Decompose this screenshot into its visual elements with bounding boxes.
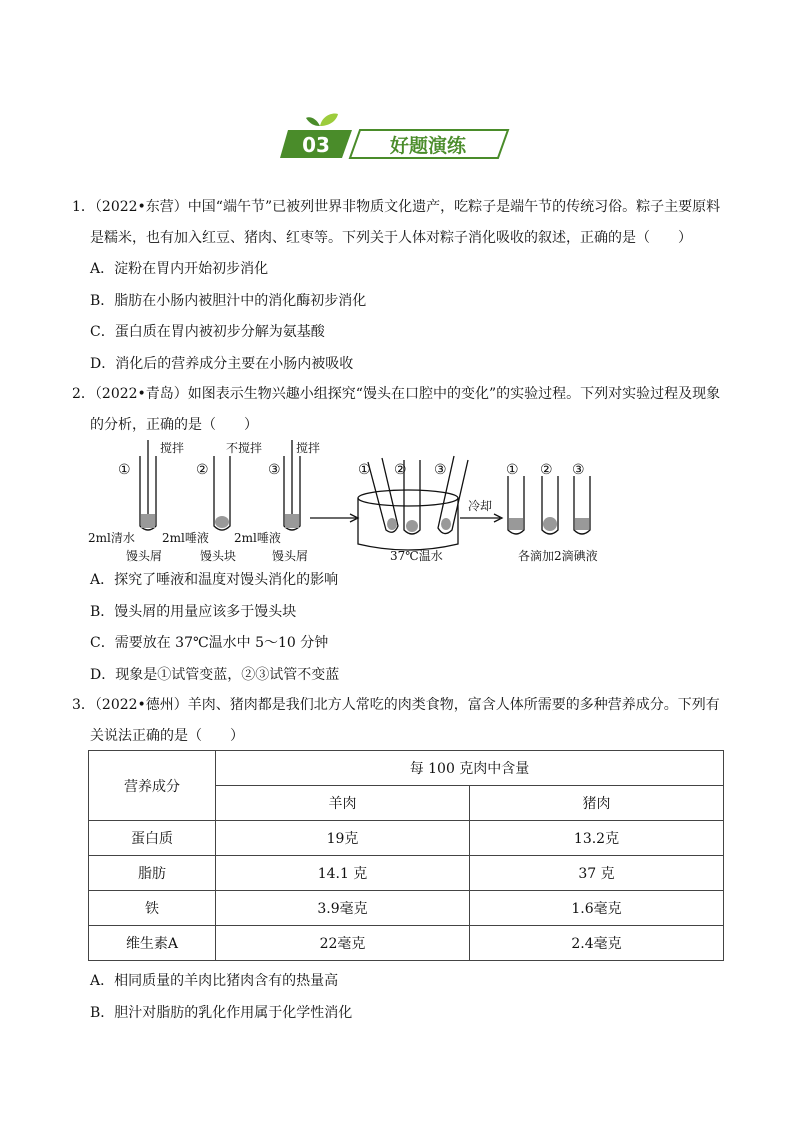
final-tube-3-content <box>575 518 589 530</box>
question-3 <box>70 690 730 752</box>
table-cell: 蛋白质 <box>89 821 216 856</box>
header-mutton: 羊肉 <box>216 786 470 821</box>
stir-label-1: 搅拌 <box>160 441 185 455</box>
tube-3-number: ③ <box>268 462 281 478</box>
table-row <box>89 856 724 891</box>
header-pork: 猪肉 <box>470 786 724 821</box>
bath-tube-2-number: ② <box>394 462 407 478</box>
question-1-stem: 1．（2022•东营）中国“端午节”已被列世界非物质文化遗产，吃粽子是端午节的传统习俗。粽子主要原料是糯米，也有加入红豆、猪肉、红枣等。下列关于人体对粽子消化吸收的叙述，正确的是（ ） <box>72 199 721 246</box>
question-3-options <box>70 966 730 1029</box>
q1-option-c: C．蛋白质在胃内被初步分解为氨基酸 <box>90 324 325 340</box>
saliva-label-1: 2ml唾液 <box>162 531 209 545</box>
table-cell: 3.9毫克 <box>216 891 470 926</box>
q2-option-c: C．需要放在 37℃温水中 5～10 分钟 <box>90 635 329 651</box>
q2-option-b: B．馒头屑的用量应该多于馒头块 <box>90 603 297 620</box>
table-cell: 维生素A <box>89 926 216 961</box>
q1-option-d: D．消化后的营养成分主要在小肠内被吸收 <box>90 355 354 372</box>
leaf-icon-2 <box>306 117 320 126</box>
question-1 <box>70 192 730 380</box>
question-2 <box>70 379 730 441</box>
table-row <box>89 891 724 926</box>
table-row <box>89 926 724 961</box>
final-tube-2-content <box>543 517 557 531</box>
table-cell: 14.1 克 <box>216 856 470 891</box>
table-cell: 1.6毫克 <box>470 891 724 926</box>
banner-number: 03 <box>302 133 330 157</box>
table-cell: 13.2克 <box>470 821 724 856</box>
q1-option-b: B．脂肪在小肠内被胆汁中的消化酶初步消化 <box>90 292 367 309</box>
table-cell: 22毫克 <box>216 926 470 961</box>
bath-tube-1-content <box>387 518 397 530</box>
table-row <box>89 821 724 856</box>
nutrition-table <box>88 750 724 961</box>
bath-tube-1-number: ① <box>358 462 371 478</box>
table-cell: 19克 <box>216 821 470 856</box>
table-cell: 37 克 <box>470 856 724 891</box>
tube-2-number: ② <box>196 462 209 478</box>
bath-label: 37℃温水 <box>390 549 443 563</box>
cool-label: 冷却 <box>468 499 493 513</box>
leaf-icon <box>320 114 338 127</box>
table-cell: 脂肪 <box>89 856 216 891</box>
question-2-options <box>70 565 730 691</box>
saliva-label-2: 2ml唾液 <box>234 531 281 545</box>
header-nutrient: 营养成分 <box>89 751 216 821</box>
q3-option-b: B．胆汁对脂肪的乳化作用属于化学性消化 <box>90 1004 353 1021</box>
banner-title: 好题演练 <box>389 135 467 157</box>
tube-2-content <box>215 516 229 528</box>
tube-3-content <box>285 514 299 528</box>
no-stir-label: 不搅拌 <box>226 441 263 455</box>
stir-label-3: 搅拌 <box>296 441 321 455</box>
final-tube-3-number: ③ <box>572 462 585 478</box>
q2-option-d: D．现象是①试管变蓝，②③试管不变蓝 <box>90 666 340 683</box>
bath-tube-3-number: ③ <box>434 462 447 478</box>
experiment-figure <box>88 438 608 568</box>
section-banner <box>280 112 510 160</box>
q1-option-a: A．淀粉在胃内开始初步消化 <box>90 261 269 277</box>
bath-tube-3-content <box>441 518 451 530</box>
final-tube-1-number: ① <box>506 462 519 478</box>
water-label: 2ml清水 <box>88 531 135 545</box>
crumbs-label-2: 馒头屑 <box>272 549 309 563</box>
block-label: 馒头块 <box>200 549 237 563</box>
tube-1-number: ① <box>118 462 131 478</box>
q3-option-a: A．相同质量的羊肉比猪肉含有的热量高 <box>90 973 339 989</box>
tube-1-content <box>141 514 155 528</box>
final-tube-1-content <box>509 518 523 530</box>
table-cell: 2.4毫克 <box>470 926 724 961</box>
iodine-label: 各滴加2滴碘液 <box>518 549 598 563</box>
crumbs-label-1: 馒头屑 <box>126 549 163 563</box>
question-3-stem: 3．（2022•德州）羊肉、猪肉都是我们北方人常吃的肉类食物，富含人体所需要的多种营养成分。下列有关说法正确的是（ ） <box>72 697 720 744</box>
final-tube-2-number: ② <box>540 462 553 478</box>
q2-option-a: A．探究了唾液和温度对馒头消化的影响 <box>90 572 339 588</box>
header-content: 每 100 克肉中含量 <box>216 751 724 786</box>
bath-tube-2-content <box>406 520 418 532</box>
table-cell: 铁 <box>89 891 216 926</box>
question-2-stem: 2．（2022•青岛）如图表示生物兴趣小组探究“馒头在口腔中的变化”的实验过程。下列对实验过程及现象的分析，正确的是（ ） <box>72 386 721 433</box>
